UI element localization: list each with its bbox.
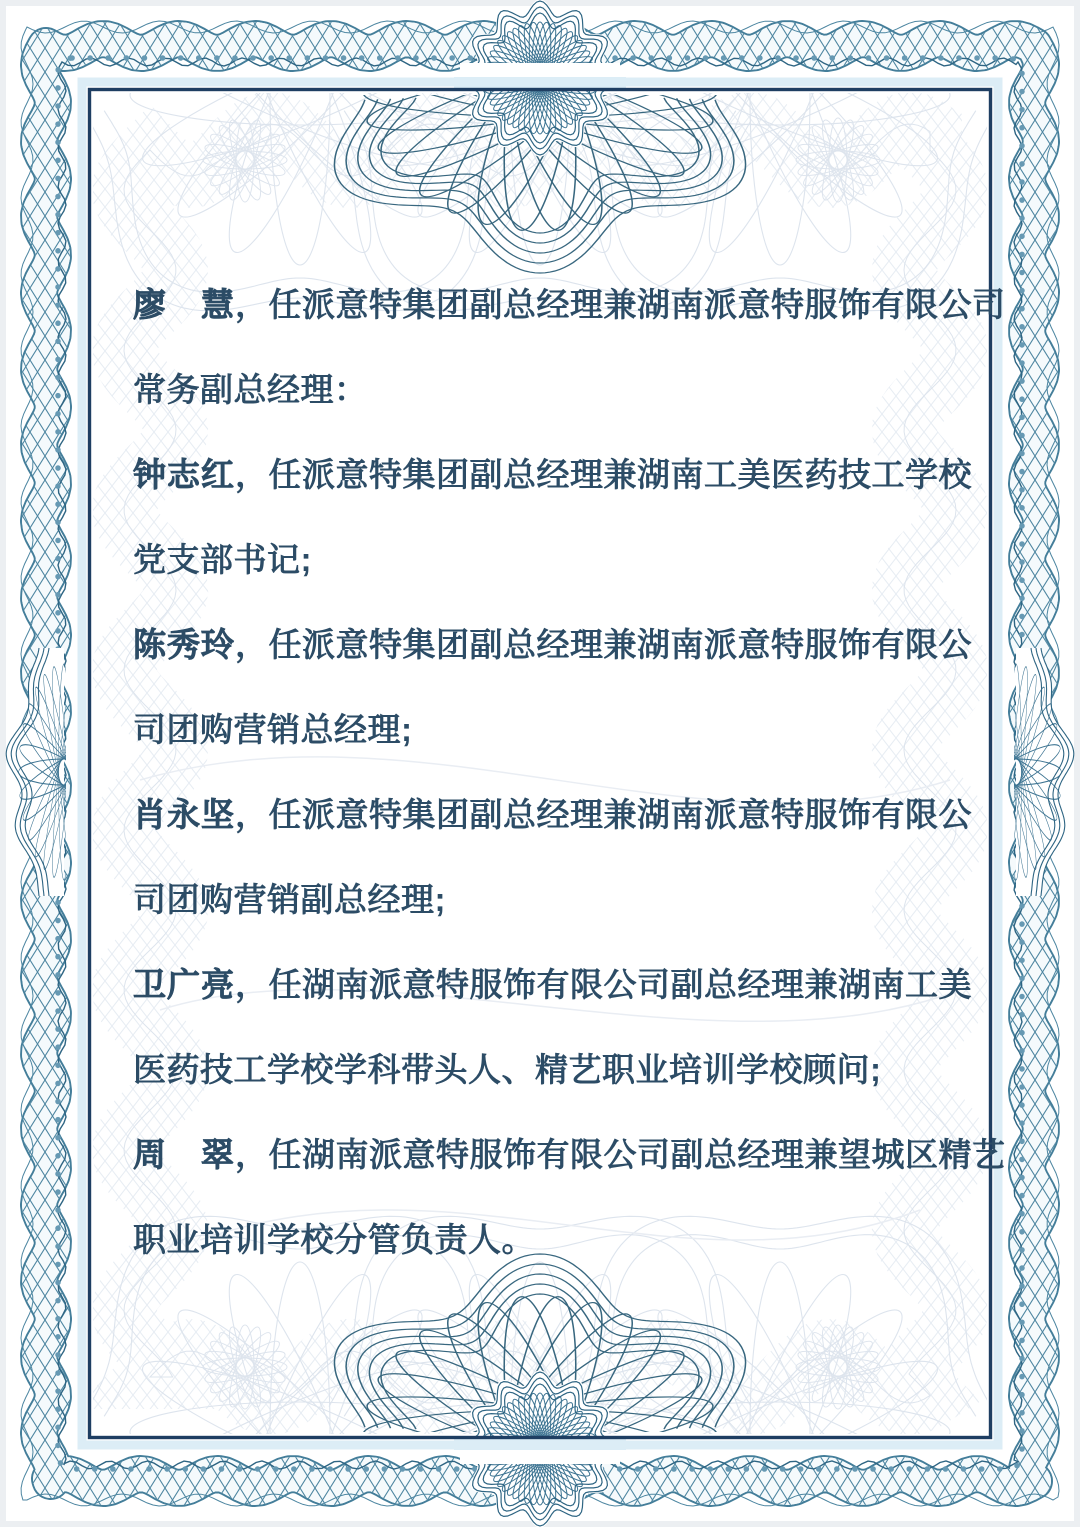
entry-line: 司团购营销总经理; — [133, 711, 413, 748]
entry-line: 司团购营销副总经理; — [133, 881, 446, 918]
entry-text: ，任派意特集团副总经理兼湖南派意特服饰有限公司 — [235, 286, 1006, 323]
person-name: 肖永坚 — [133, 796, 235, 833]
entry-line — [133, 432, 993, 517]
entry-text: ，任湖南派意特服饰有限公司副总经理兼望城区精艺 — [235, 1136, 1006, 1173]
appointment-entry — [133, 942, 993, 1112]
entry-line — [133, 602, 993, 687]
appointment-entry — [133, 602, 993, 772]
person-name: 钟志红 — [133, 456, 235, 493]
entry-text: ，任派意特集团副总经理兼湖南派意特服饰有限公 — [235, 626, 972, 663]
entry-line — [133, 772, 993, 857]
person-name: 周 翠 — [133, 1136, 235, 1173]
entry-line: 党支部书记; — [133, 541, 312, 578]
appointment-list — [133, 262, 1006, 1282]
entry-line: 常务副总经理： — [133, 371, 368, 408]
entry-text: ，任湖南派意特服饰有限公司副总经理兼湖南工美 — [235, 966, 972, 1003]
appointment-entry — [133, 1112, 1006, 1282]
appointment-entry — [133, 432, 993, 602]
entry-line — [133, 942, 993, 1027]
entry-line — [133, 262, 1006, 347]
entry-text: ，任派意特集团副总经理兼湖南派意特服饰有限公 — [235, 796, 972, 833]
entry-line — [133, 1112, 1006, 1197]
appointment-entry — [133, 772, 993, 942]
person-name: 陈秀玲 — [133, 626, 235, 663]
person-name: 廖 慧 — [133, 286, 235, 323]
person-name: 卫广亮 — [133, 966, 235, 1003]
entry-line: 职业培训学校分管负责人。 — [133, 1221, 535, 1258]
appointment-entry — [133, 262, 1006, 432]
entry-line: 医药技工学校学科带头人、精艺职业培训学校顾问; — [133, 1051, 882, 1088]
entry-text: ，任派意特集团副总经理兼湖南工美医药技工学校 — [235, 456, 972, 493]
